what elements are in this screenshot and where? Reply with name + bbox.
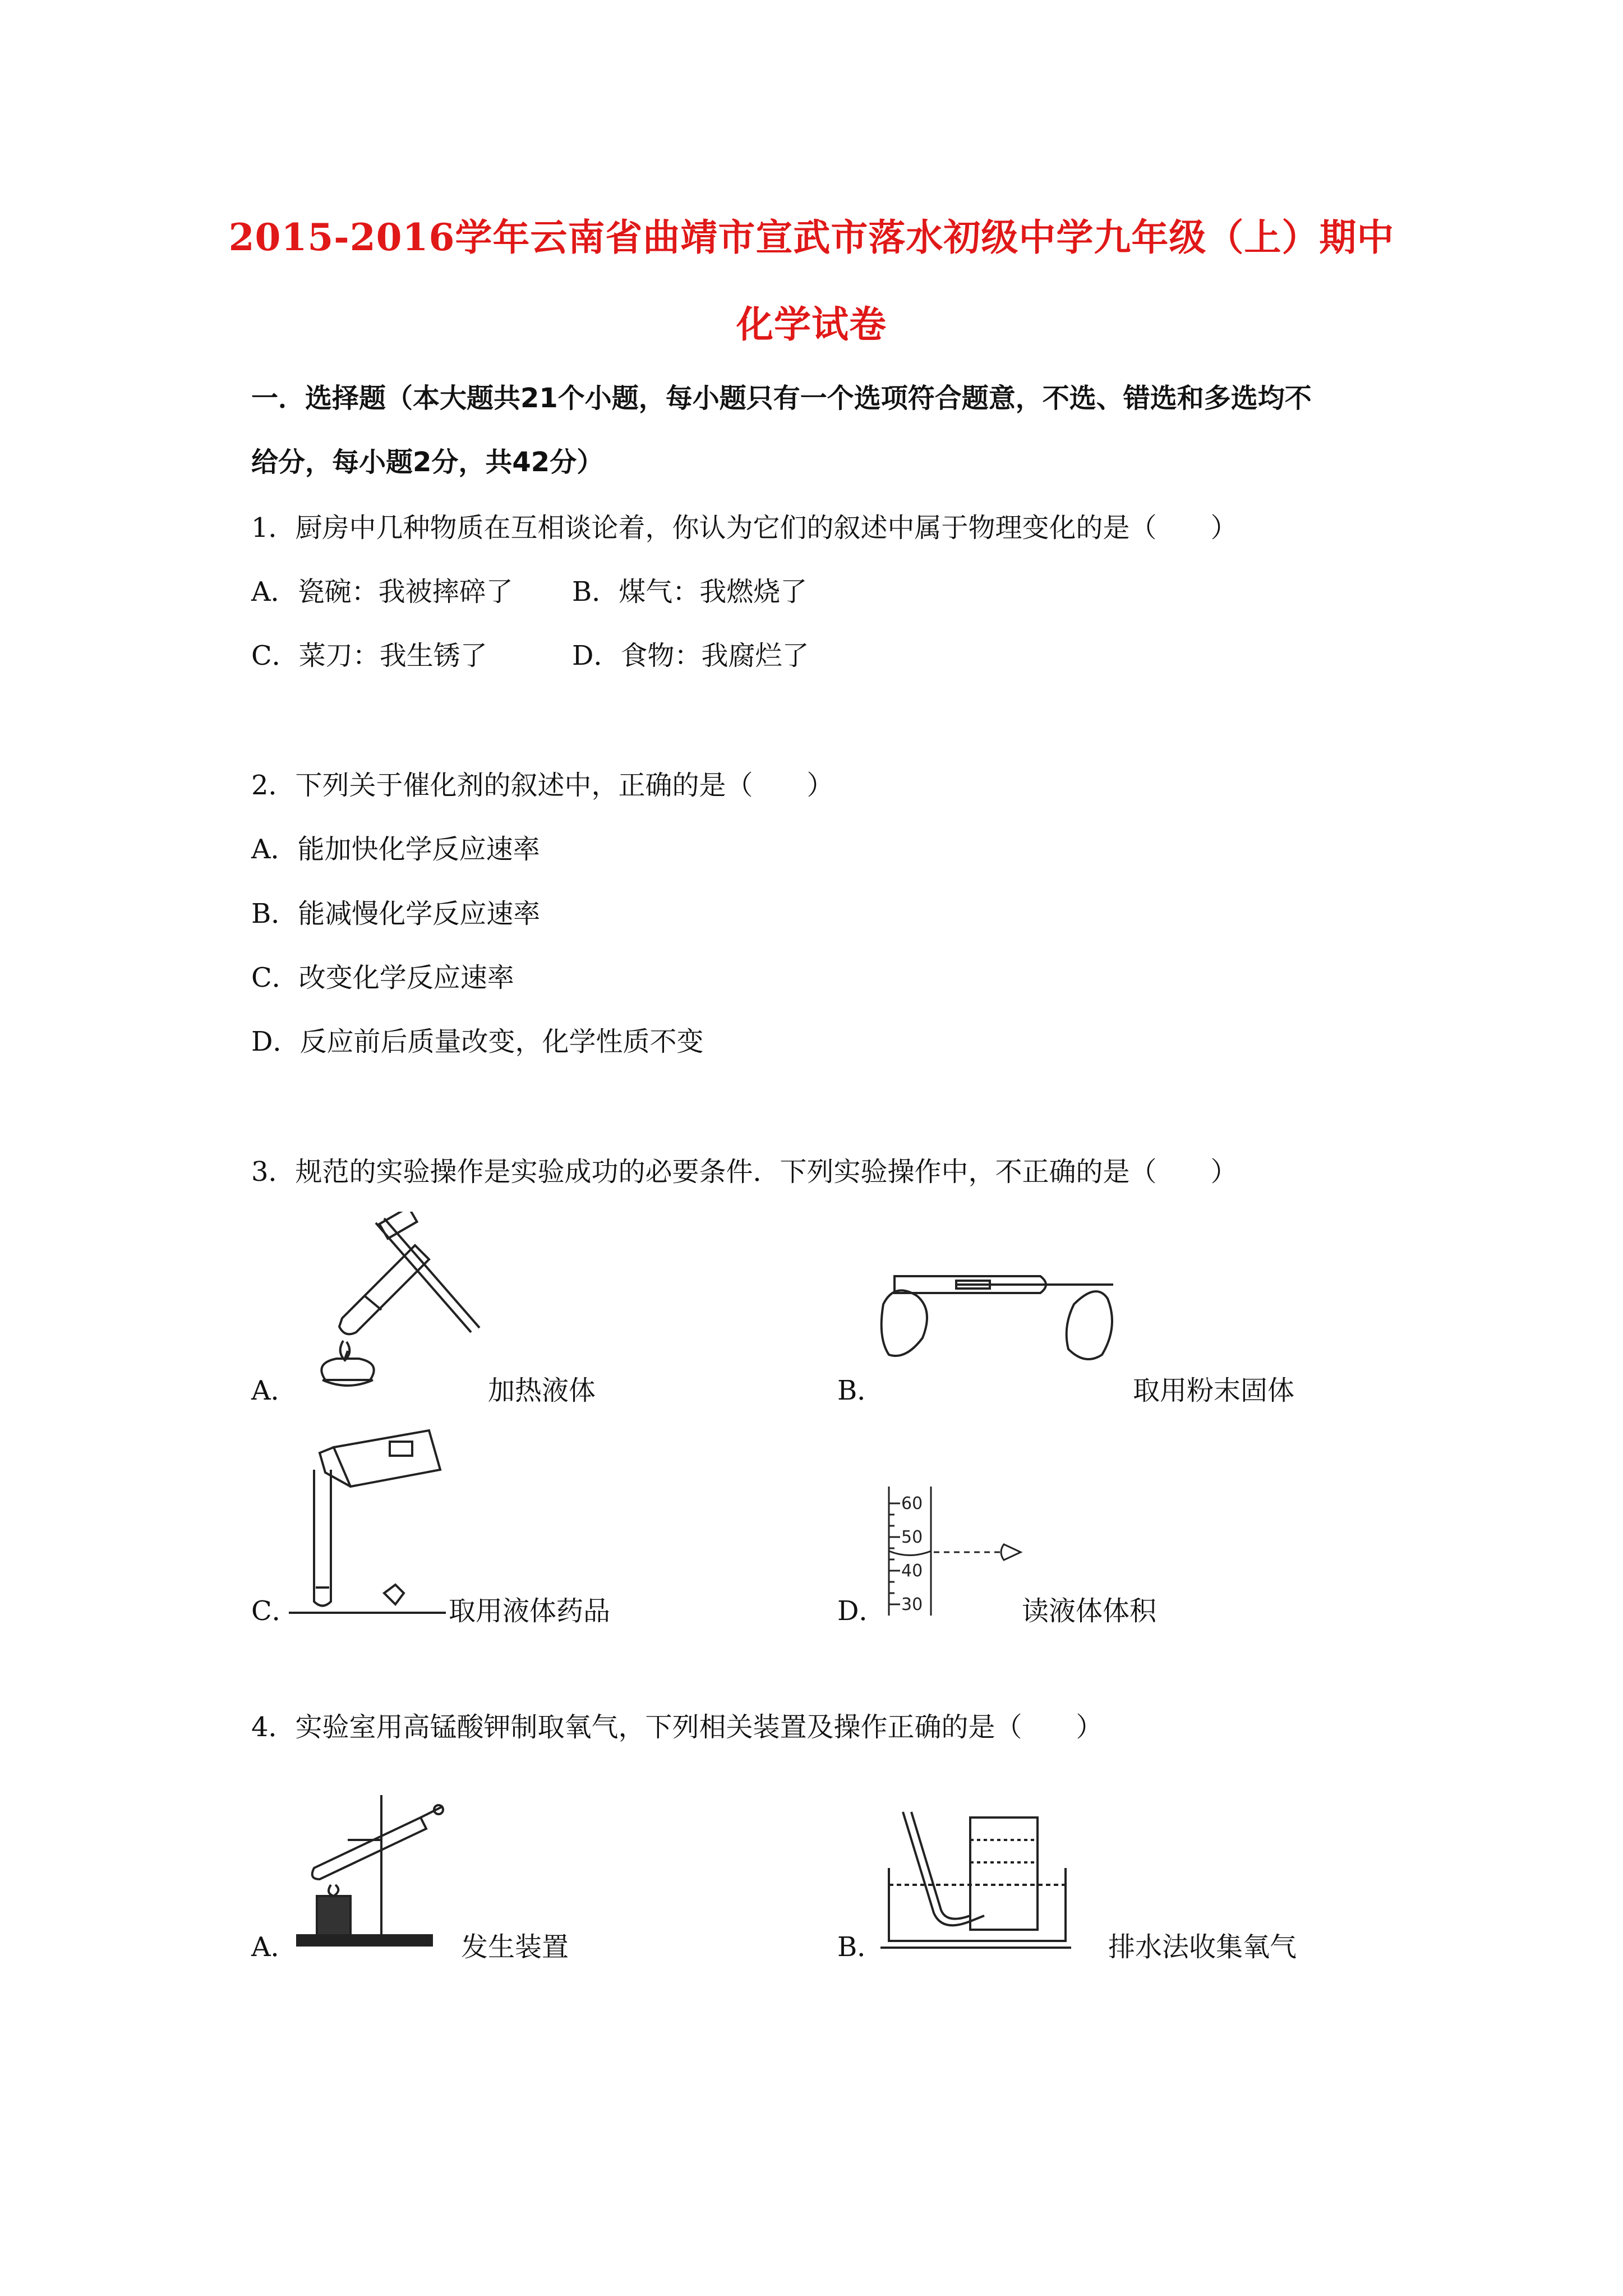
q1-stem: 1．厨房中几种物质在互相谈论着，你认为它们的叙述中属于物理变化的是（ ） — [251, 512, 1238, 544]
title-line-1: 2015-2016学年云南省曲靖市宣武市落水初级中学九年级（上）期中 — [228, 215, 1395, 259]
q3-option-d-letter: D． — [837, 1595, 886, 1627]
q3-figure-graduated-cylinder — [883, 1484, 1029, 1618]
q1-option-a: A．瓷碗：我被摔碎了 — [251, 576, 513, 608]
q2-option-a: A．能加快化学反应速率 — [251, 834, 540, 865]
q1-option-b: B．煤气：我燃烧了 — [572, 576, 808, 608]
title-line-2: 化学试卷 — [736, 302, 887, 346]
q1-option-c: C．菜刀：我生锈了 — [251, 640, 487, 671]
q3-stem: 3．规范的实验操作是实验成功的必要条件．下列实验操作中，不正确的是（ ） — [251, 1156, 1238, 1188]
q4-option-a-letter: A． — [251, 1931, 298, 1963]
q4-stem: 4．实验室用高锰酸钾制取氧气，下列相关装置及操作正确的是（ ） — [251, 1711, 1103, 1743]
q3-option-b-label: 取用粉末固体 — [1133, 1375, 1295, 1406]
q4-figure-water-displacement — [880, 1801, 1082, 1955]
q4-option-b-letter: B． — [837, 1931, 884, 1963]
cylinder-tick-50: 50 — [901, 1527, 923, 1547]
q4-option-b-label: 排水法收集氧气 — [1108, 1931, 1297, 1963]
q2-option-c: C．改变化学反应速率 — [251, 962, 514, 993]
q3-figure-pour-liquid — [289, 1425, 451, 1618]
q2-option-b: B．能减慢化学反应速率 — [251, 898, 541, 930]
cylinder-tick-40: 40 — [901, 1561, 923, 1581]
cylinder-tick-60: 60 — [901, 1494, 923, 1513]
cylinder-tick-30: 30 — [901, 1595, 923, 1614]
q3-option-b-letter: B． — [837, 1375, 884, 1406]
q4-figure-generation-apparatus — [292, 1784, 454, 1952]
section-heading-line-2: 给分，每小题2分，共42分） — [251, 447, 604, 478]
q3-option-a-letter: A． — [251, 1375, 298, 1406]
q2-option-d: D．反应前后质量改变，化学性质不变 — [251, 1026, 704, 1057]
q3-figure-powder-solid — [872, 1243, 1130, 1388]
q4-option-a-label: 发生装置 — [461, 1931, 569, 1963]
q3-option-c-letter: C． — [251, 1595, 299, 1627]
q1-option-d: D．食物：我腐烂了 — [572, 640, 809, 671]
q3-figure-heating-liquid — [292, 1212, 482, 1402]
q3-option-c-label: 取用液体药品 — [449, 1595, 611, 1627]
q2-stem: 2．下列关于催化剂的叙述中，正确的是（ ） — [251, 770, 834, 801]
q3-option-a-label: 加热液体 — [488, 1375, 596, 1406]
q3-option-d-label: 读液体体积 — [1022, 1595, 1157, 1627]
section-heading-line-1: 一．选择题（本大题共21个小题，每小题只有一个选项符合题意，不选、错选和多选均不 — [251, 383, 1312, 414]
